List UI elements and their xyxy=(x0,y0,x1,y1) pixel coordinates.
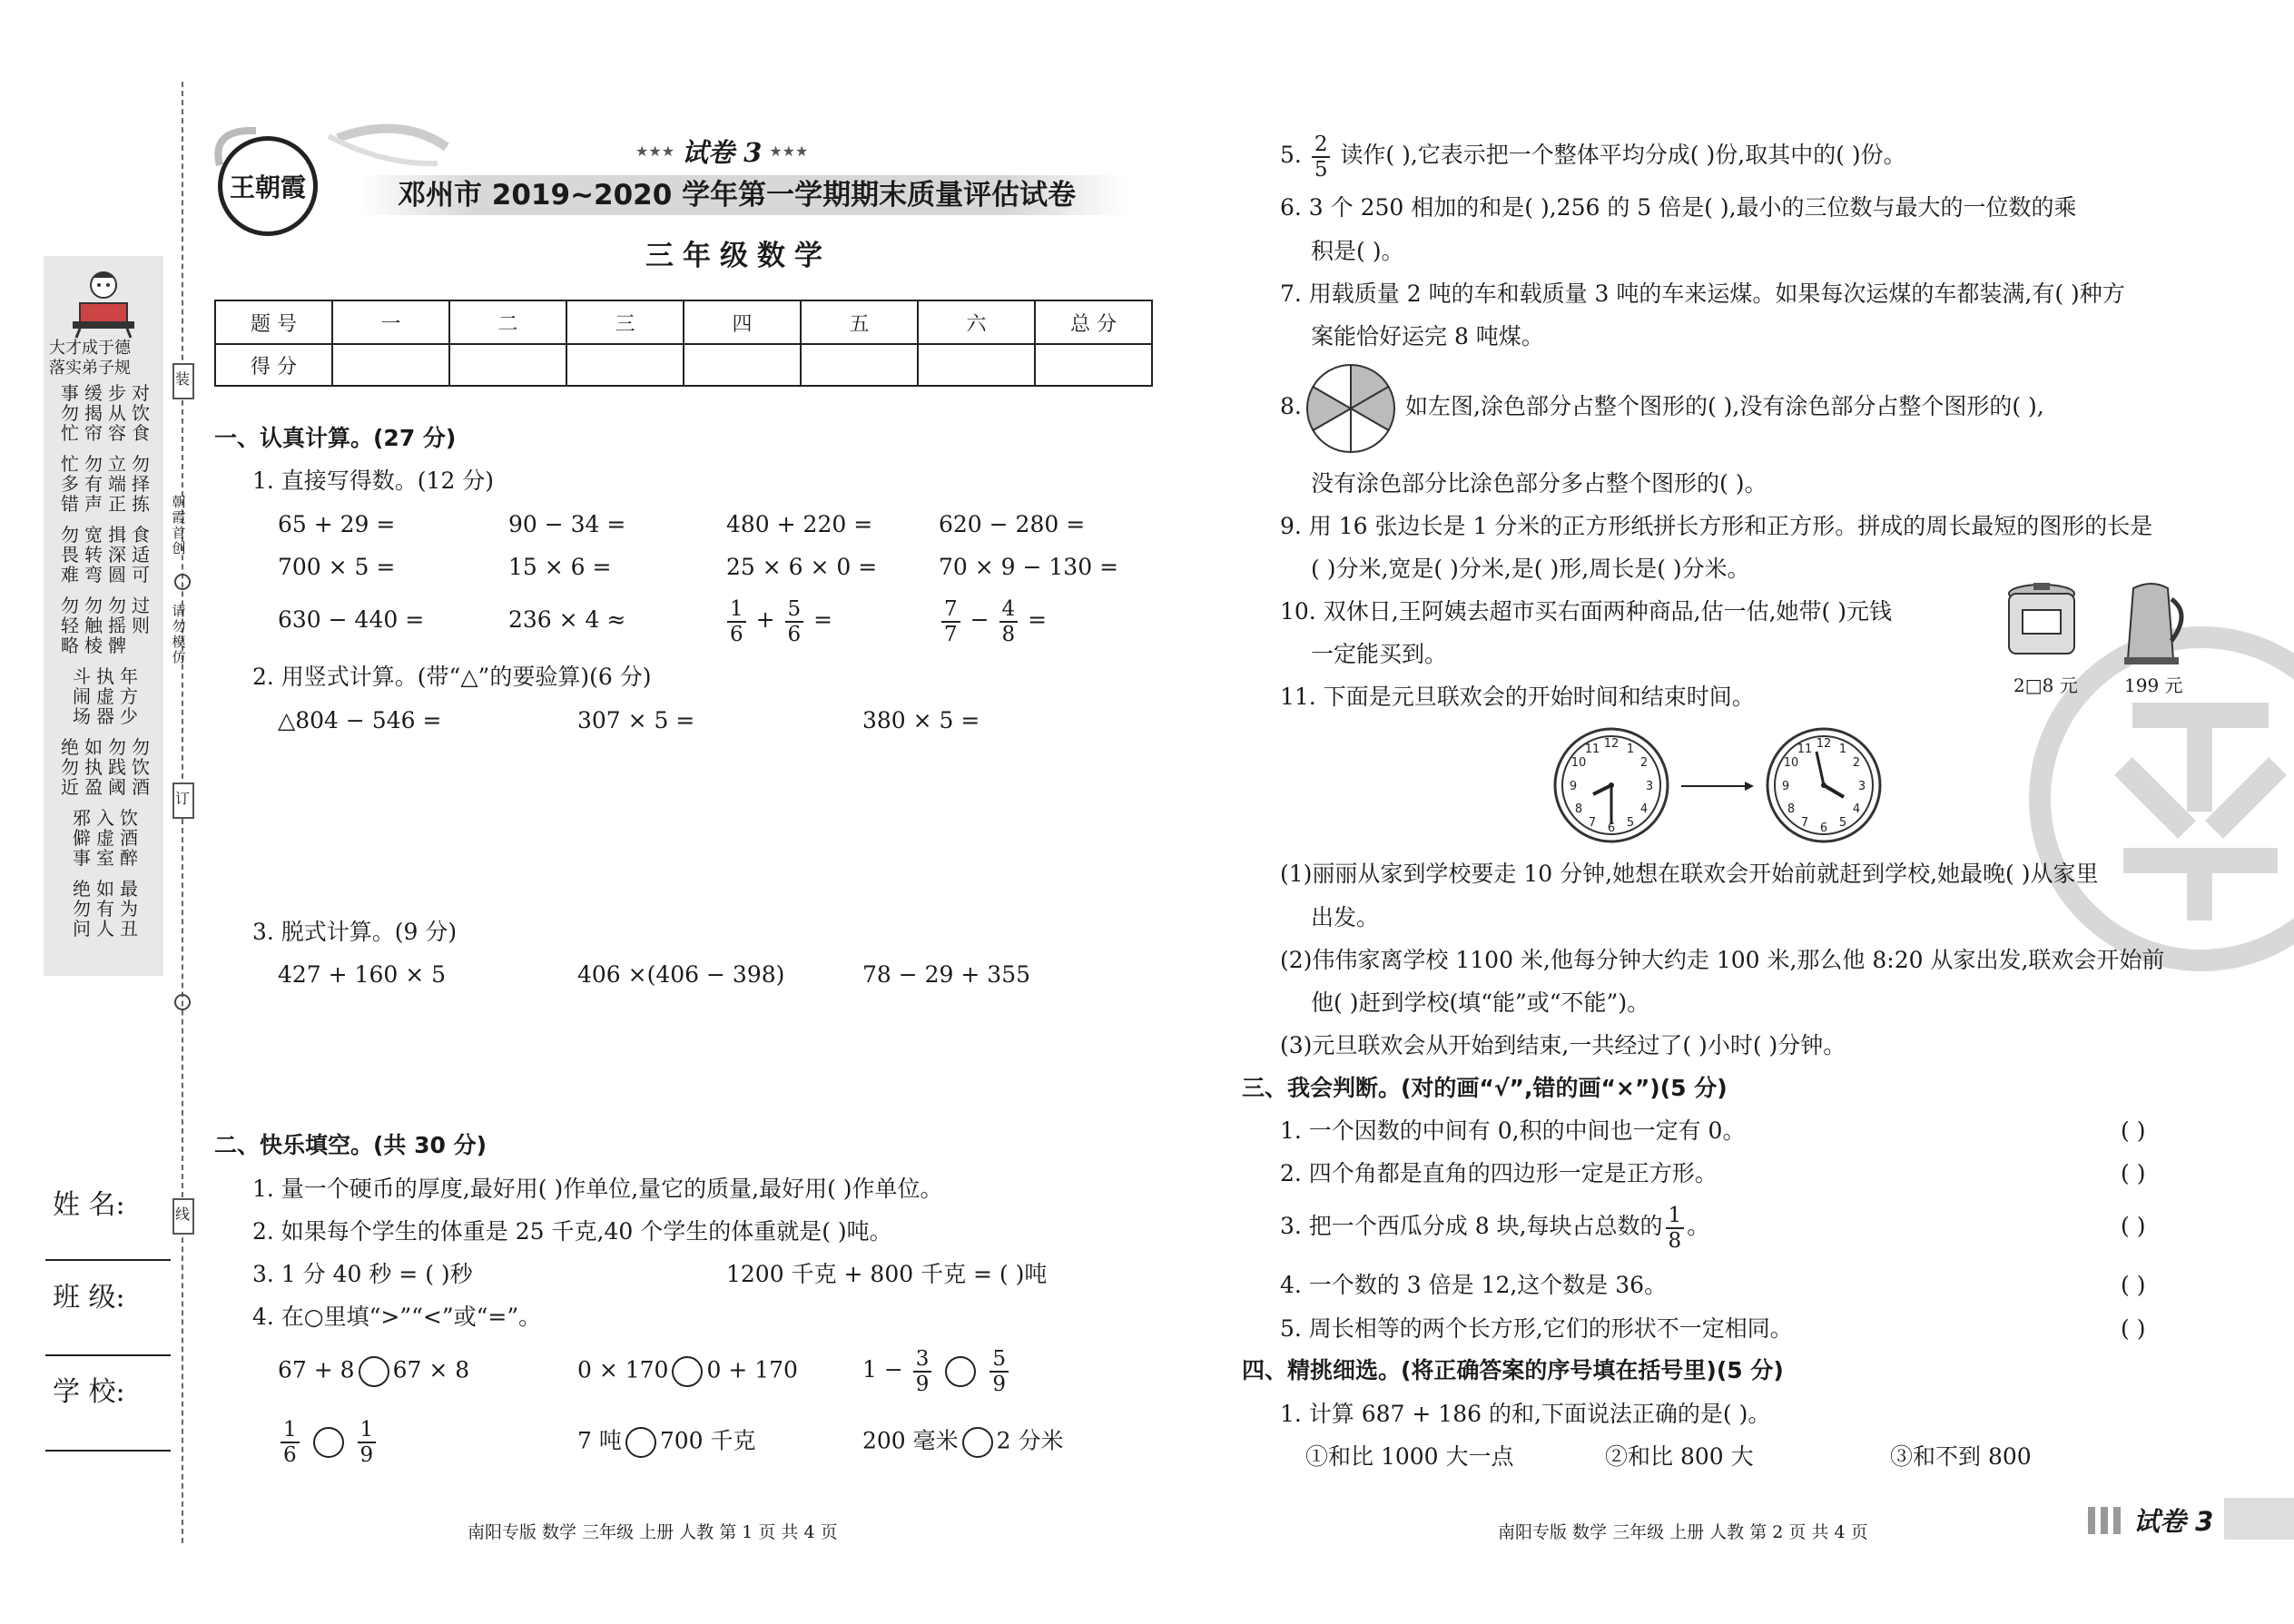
svg-text:9: 9 xyxy=(1781,780,1790,793)
fraction xyxy=(785,597,804,646)
judge-item: 5. 周长相等的两个长方形,它们的形状不一定相同。 xyxy=(1280,1315,1793,1342)
denominator: 5 xyxy=(1314,157,1328,182)
svg-text:4: 4 xyxy=(1852,802,1861,816)
motto-column: 勿饮酒 xyxy=(132,736,150,798)
calc-item: 700 × 5 = xyxy=(278,554,396,580)
svg-text:12: 12 xyxy=(1603,737,1620,751)
score-table xyxy=(214,300,1153,387)
compare-item xyxy=(278,1416,379,1467)
ring-label-2: 订 xyxy=(175,790,191,807)
question-11-1a: (1)丽丽从家到学校要走 10 分钟,她想在联欢会开始前就赶到学校,她最晚( )从家里 xyxy=(1280,861,2099,887)
q-number: 5. xyxy=(1280,142,1302,168)
question-10a: 10. 双休日,王阿姨去超市买右面两种商品,估一估,她带( )元钱 xyxy=(1280,598,1893,625)
calc-item: 90 − 34 = xyxy=(508,511,626,537)
numerator: 3 xyxy=(913,1347,932,1373)
calc-item: 480 + 220 = xyxy=(726,511,873,537)
choice-option[interactable]: ①和比 1000 大一点 xyxy=(1305,1443,1514,1470)
motto-column: 勿择拣 xyxy=(132,453,150,515)
judge-item: 2. 四个角都是直角的四边形一定是正方形。 xyxy=(1280,1160,1718,1186)
numerator: 4 xyxy=(999,597,1019,623)
motto-column: 事勿忙 xyxy=(61,382,79,444)
equals: = xyxy=(813,606,833,633)
score-header-cell: 四 xyxy=(684,300,801,344)
motto-column: 过则 xyxy=(132,595,150,636)
judge-answer-box[interactable]: ( ) xyxy=(2121,1160,2146,1186)
svg-text:11: 11 xyxy=(1797,743,1813,756)
operator: + xyxy=(755,606,775,633)
motto-column: 勿触棱 xyxy=(84,595,103,656)
compare-left: 0 × 170 xyxy=(577,1356,669,1383)
fill-question: 2. 如果每个学生的体重是 25 千克,40 个学生的体重就是( )吨。 xyxy=(252,1218,892,1245)
logo-text: 王朝霞 xyxy=(229,172,306,202)
score-header-cell: 题 号 xyxy=(215,300,332,344)
score-header-cell: 一 xyxy=(332,300,449,344)
question-7a: 7. 用载质量 2 吨的车和载质量 3 吨的车来运煤。如果每次运煤的车都装满,有( )种方 xyxy=(1280,281,2125,307)
question-7b: 案能恰好运完 8 吨煤。 xyxy=(1311,323,1544,349)
section3-title: 三、我会判断。(对的画“√”,错的画“×”)(5 分) xyxy=(1242,1075,1728,1101)
judge-text-tail: 。 xyxy=(1687,1213,1710,1239)
fill-question: 1. 量一个硬币的厚度,最好用( )作单位,量它的质量,最好用( )作单位。 xyxy=(252,1176,943,1202)
svg-text:6: 6 xyxy=(1607,822,1616,835)
price-cooker: 2□8 元 xyxy=(2013,674,2078,696)
question-5 xyxy=(1280,131,1906,182)
name-field[interactable] xyxy=(45,1259,171,1261)
footer-page2: 南阳专版 数学 三年级 上册 人教 第 2 页 共 4 页 xyxy=(1498,1522,1868,1542)
compare-circle[interactable] xyxy=(945,1356,976,1387)
motto-column: 忙多错 xyxy=(61,453,79,515)
compare-left: 1 − xyxy=(862,1356,903,1383)
motto-column: 如有人 xyxy=(96,878,114,940)
score-header-cell: 五 xyxy=(801,300,918,344)
question-9a: 9. 用 16 张边长是 1 分米的正方形纸拼长方形和正方形。拼成的周长最短的图形的长是 xyxy=(1280,513,2153,539)
motto-column: 最为丑 xyxy=(120,878,138,940)
denominator: 8 xyxy=(1001,622,1016,646)
numerator: 2 xyxy=(1312,133,1331,158)
corner-series-label: 试卷 3 xyxy=(2133,1506,2214,1537)
judge-text: 3. 把一个西瓜分成 8 块,每块占总数的 xyxy=(1280,1213,1663,1239)
class-field[interactable] xyxy=(45,1354,171,1356)
question-8-number: 8. xyxy=(1280,393,1302,419)
judge-answer-box[interactable]: ( ) xyxy=(2121,1117,2146,1144)
score-header-cell: 六 xyxy=(918,300,1035,344)
compare-circle[interactable] xyxy=(359,1356,389,1387)
denominator: 9 xyxy=(992,1372,1006,1396)
calc-item: 630 − 440 = xyxy=(278,606,425,633)
fraction-calc-item xyxy=(939,595,1047,646)
question-6a: 6. 3 个 250 相加的和是( ),256 的 5 倍是( ),最小的三位数与最大的一位数的乘 xyxy=(1280,194,2077,221)
motto-sidebar xyxy=(44,256,163,976)
numerator: 1 xyxy=(281,1418,300,1443)
arrow-icon xyxy=(1681,779,1754,793)
series-label: 试卷 3 xyxy=(682,136,763,168)
compare-right: 2 分米 xyxy=(996,1427,1064,1454)
question-11-2a: (2)伟伟家离学校 1100 米,他每分钟大约走 100 米,那么他 8:20 从家出发,联欢会开始前 xyxy=(1280,947,2165,973)
section2-title: 二、快乐填空。(共 30 分) xyxy=(214,1132,487,1158)
motto-column: 勿畏难 xyxy=(61,524,79,586)
motto-column: 宽转弯 xyxy=(84,524,103,586)
ring-label-3: 线 xyxy=(175,1206,191,1223)
vertical-calc-item: 380 × 5 = xyxy=(862,707,980,733)
pressure-cooker-image xyxy=(1997,579,2086,666)
compare-item xyxy=(862,1427,1064,1458)
judge-answer-box[interactable]: ( ) xyxy=(2121,1315,2146,1342)
svg-text:3: 3 xyxy=(1645,780,1654,793)
svg-text:12: 12 xyxy=(1816,737,1832,751)
fraction xyxy=(999,597,1019,646)
question-9b: ( )分米,宽是( )分米,是( )形,周长是( )分米。 xyxy=(1311,556,1750,582)
svg-text:9: 9 xyxy=(1569,780,1578,793)
score-cell[interactable] xyxy=(332,344,449,386)
footer-page1: 南阳专版 数学 三年级 上册 人教 第 1 页 共 4 页 xyxy=(468,1522,838,1542)
score-cell[interactable] xyxy=(684,344,801,386)
question-6b: 积是( )。 xyxy=(1311,238,1404,264)
compare-circle[interactable] xyxy=(962,1427,993,1458)
fill-question: 4. 在○里填“>”“<”或“=”。 xyxy=(252,1304,542,1330)
question-8a: 如左图,涂色部分占整个图形的( ),没有涂色部分占整个图形的( ), xyxy=(1405,393,2044,419)
denominator: 6 xyxy=(283,1442,297,1467)
svg-text:8: 8 xyxy=(1574,802,1583,816)
judge-item: 4. 一个数的 3 倍是 12,这个数是 36。 xyxy=(1280,1272,1668,1298)
q-text: 读作( ),它表示把一个整体平均分成( )份,取其中的( )份。 xyxy=(1340,142,1906,168)
scholar-illustration xyxy=(67,265,140,340)
numerator: 1 xyxy=(1666,1204,1685,1229)
score-table-header xyxy=(215,300,1152,344)
fraction xyxy=(913,1347,932,1396)
choice-option[interactable]: ③和不到 800 xyxy=(1890,1443,2032,1470)
denominator: 6 xyxy=(787,622,802,646)
judge-answer-box[interactable]: ( ) xyxy=(2121,1213,2146,1239)
section1-q2: 2. 用竖式计算。(带“△”的要验算)(6 分) xyxy=(252,664,652,690)
question-11-2b: 他( )赶到学校(填“能”或“不能”)。 xyxy=(1311,989,1650,1016)
motto-column: 邪僻事 xyxy=(73,807,91,869)
compare-left: 67 + 8 xyxy=(278,1356,355,1383)
corner-pattern xyxy=(2088,1507,2124,1534)
calc-item: 15 × 6 = xyxy=(508,554,612,580)
motto-column: 对饮食 xyxy=(132,382,150,444)
fraction xyxy=(989,1347,1009,1396)
svg-text:7: 7 xyxy=(1800,816,1809,830)
svg-text:10: 10 xyxy=(1783,756,1799,770)
score-cell[interactable] xyxy=(801,344,918,386)
clock-start-icon xyxy=(1552,726,1670,844)
calc-item: 65 + 29 = xyxy=(278,511,396,537)
calc-item: 236 × 4 ≈ xyxy=(508,606,626,633)
judge-item: 1. 一个因数的中间有 0,积的中间也一定有 0。 xyxy=(1280,1117,1746,1144)
fraction xyxy=(941,597,960,646)
compare-circle[interactable] xyxy=(625,1427,656,1458)
equals: = xyxy=(1028,606,1048,633)
denominator: 8 xyxy=(1668,1228,1682,1253)
compare-circle[interactable] xyxy=(672,1356,703,1387)
choice-option[interactable]: ②和比 800 大 xyxy=(1605,1443,1754,1470)
numerator: 5 xyxy=(785,597,804,623)
school-field[interactable] xyxy=(45,1450,171,1452)
exam-subject: 三年级数学 xyxy=(645,240,832,272)
svg-text:7: 7 xyxy=(1588,816,1597,830)
judge-answer-box[interactable]: ( ) xyxy=(2121,1272,2146,1298)
publisher-logo xyxy=(218,136,318,236)
binding-note-2: 请勿模仿 xyxy=(172,603,186,665)
motto-column: 缓揭帘 xyxy=(84,382,103,444)
fraction xyxy=(727,597,746,646)
svg-text:3: 3 xyxy=(1857,780,1866,793)
compare-left: 200 毫米 xyxy=(862,1427,959,1454)
motto-column: 年方少 xyxy=(120,665,138,727)
motto-column: 勿践阈 xyxy=(108,736,126,798)
motto-column: 如执盈 xyxy=(84,736,103,798)
motto-column: 饮酒醉 xyxy=(120,807,138,869)
svg-text:4: 4 xyxy=(1639,802,1649,816)
choice-question: 1. 计算 687 + 186 的和,下面说法正确的是( )。 xyxy=(1280,1401,1771,1427)
svg-text:1: 1 xyxy=(1838,743,1847,756)
denominator: 9 xyxy=(359,1442,374,1467)
compare-item xyxy=(862,1345,1011,1396)
stars-right: ★★★ xyxy=(769,142,809,160)
section1-title: 一、认真计算。(27 分) xyxy=(214,425,457,451)
score-header-cell: 三 xyxy=(566,300,684,344)
name-label: 姓 名: xyxy=(53,1189,125,1221)
knot-icon-2 xyxy=(174,994,191,1010)
svg-text:11: 11 xyxy=(1584,743,1600,756)
calc-item: 70 × 9 − 130 = xyxy=(939,554,1119,580)
motto-column: 步从容 xyxy=(108,382,126,444)
question-11-3: (3)元旦联欢会从开始到结束,一共经过了( )小时( )分钟。 xyxy=(1280,1032,1846,1058)
svg-text:1: 1 xyxy=(1626,743,1635,756)
numerator: 1 xyxy=(727,597,746,623)
fraction xyxy=(281,1418,300,1467)
calc-item: 620 − 280 = xyxy=(939,511,1086,537)
fraction xyxy=(1312,133,1331,182)
binding-note-1: 朝霞首创 xyxy=(172,494,186,556)
compare-item xyxy=(577,1356,798,1387)
score-row-label: 得 分 xyxy=(215,344,332,386)
denominator: 7 xyxy=(944,622,958,646)
stepwise-calc-item: 78 − 29 + 355 xyxy=(862,961,1031,988)
operator: − xyxy=(970,606,989,633)
score-cell[interactable] xyxy=(449,344,566,386)
compare-item xyxy=(278,1356,469,1387)
clock-end-icon xyxy=(1765,726,1883,844)
class-label: 班 级: xyxy=(53,1282,125,1314)
svg-text:5: 5 xyxy=(1626,816,1635,830)
score-header-cell: 总 分 xyxy=(1035,300,1152,344)
score-cell[interactable] xyxy=(1035,344,1152,386)
score-cell[interactable] xyxy=(918,344,1035,386)
ring-label-1: 装 xyxy=(175,370,191,388)
motto-column: 勿有声 xyxy=(84,453,103,515)
motto-column: 勿摇髀 xyxy=(108,595,126,656)
section1-q3: 3. 脱式计算。(9 分) xyxy=(252,919,458,945)
score-header-cell: 二 xyxy=(449,300,566,344)
compare-item xyxy=(577,1427,756,1458)
school-label: 学 校: xyxy=(53,1376,125,1408)
stepwise-calc-item: 406 ×(406 − 398) xyxy=(577,961,785,988)
question-11: 11. 下面是元旦联欢会的开始时间和结束时间。 xyxy=(1280,684,1755,710)
fraction-calc-item xyxy=(724,595,832,646)
stepwise-calc-item: 427 + 160 × 5 xyxy=(278,961,447,988)
compare-right: 67 × 8 xyxy=(392,1356,470,1383)
fraction xyxy=(358,1418,377,1467)
compare-right: 700 千克 xyxy=(659,1427,756,1454)
question-8b: 没有涂色部分比涂色部分多占整个图形的( )。 xyxy=(1311,470,1767,497)
calc-item: 25 × 6 × 0 = xyxy=(726,554,878,580)
svg-text:10: 10 xyxy=(1570,756,1587,770)
corner-band xyxy=(2224,1498,2294,1540)
motto-column: 斗闹场 xyxy=(73,665,91,727)
motto-column: 立端正 xyxy=(108,453,126,515)
denominator: 6 xyxy=(730,622,743,646)
motto-column: 绝勿近 xyxy=(61,736,79,798)
numerator: 1 xyxy=(358,1418,377,1443)
series-banner xyxy=(635,134,808,167)
price-kettle: 199 元 xyxy=(2124,674,2183,696)
motto-column: 绝勿问 xyxy=(73,878,91,940)
sidebar-caption-2: 落实弟子规 xyxy=(49,359,131,378)
svg-text:8: 8 xyxy=(1787,802,1796,816)
svg-text:5: 5 xyxy=(1838,816,1847,830)
motto-column: 入虚室 xyxy=(96,807,114,869)
section4-title: 四、精挑细选。(将正确答案的序号填在括号里)(5 分) xyxy=(1242,1357,1784,1383)
question-10b: 一定能买到。 xyxy=(1311,641,1448,667)
vertical-calc-item: △804 − 546 = xyxy=(278,707,442,733)
vertical-calc-item: 307 × 5 = xyxy=(577,707,695,733)
score-cell[interactable] xyxy=(566,344,684,386)
svg-text:6: 6 xyxy=(1819,822,1828,835)
fill-question: 3. 1 分 40 秒 = ( )秒 xyxy=(252,1261,473,1287)
question-11-1b: 出发。 xyxy=(1311,904,1380,930)
knot-icon-1 xyxy=(174,574,191,590)
compare-circle[interactable] xyxy=(313,1427,344,1458)
motto-column: 勿轻略 xyxy=(61,595,79,656)
motto-column: 揖深圆 xyxy=(108,524,126,586)
sidebar-caption-1: 大才成于德 xyxy=(49,339,131,358)
exam-title: 邓州市 2019~2020 学年第一学期期末质量评估试卷 xyxy=(398,179,1077,212)
shaded-circle-figure xyxy=(1305,363,1396,454)
numerator: 5 xyxy=(989,1347,1009,1373)
section1-q1: 1. 直接写得数。(12 分) xyxy=(252,468,495,494)
fraction xyxy=(1666,1204,1685,1253)
motto-column: 食适可 xyxy=(132,524,150,586)
motto-column: 执虚器 xyxy=(96,665,114,727)
svg-text:2: 2 xyxy=(1639,756,1649,770)
score-table-row xyxy=(215,344,1152,386)
svg-text:2: 2 xyxy=(1852,756,1861,770)
numerator: 7 xyxy=(941,597,960,623)
compare-left: 7 吨 xyxy=(577,1427,622,1454)
compare-right: 0 + 170 xyxy=(706,1356,798,1383)
stars-left: ★★★ xyxy=(635,142,675,160)
denominator: 9 xyxy=(915,1372,930,1396)
fill-question: 1200 千克 + 800 千克 = ( )吨 xyxy=(726,1261,1048,1287)
kettle-image xyxy=(2115,577,2193,666)
judge-item xyxy=(1280,1202,1709,1253)
